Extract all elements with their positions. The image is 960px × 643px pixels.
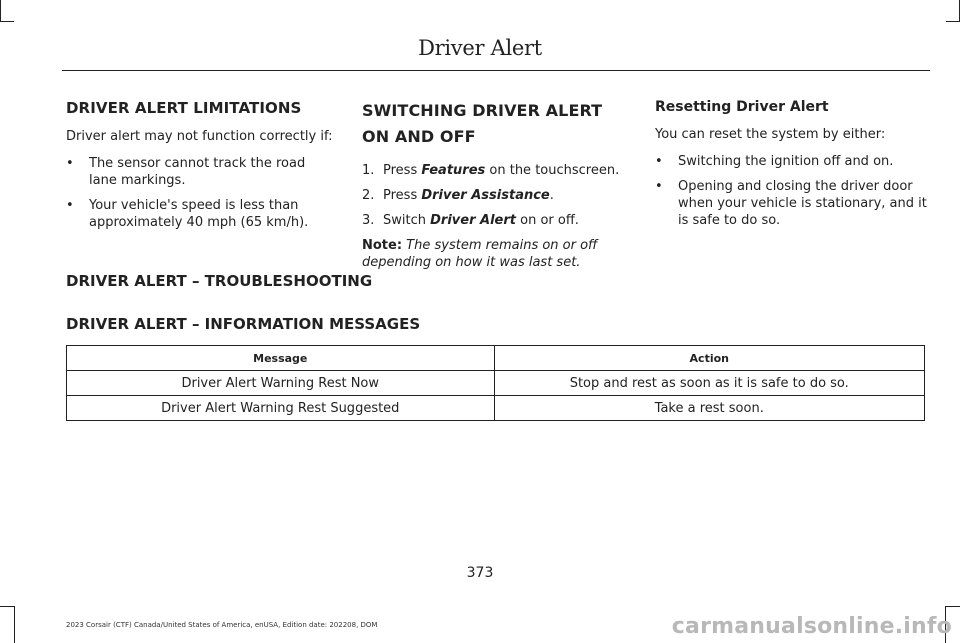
crop-mark-top-right-h bbox=[946, 21, 960, 22]
crop-mark-bottom-right-h bbox=[945, 606, 960, 607]
footer-edition-info: 2023 Corsair (CTF) Canada/United States of America, enUSA, Edition date: 202208, DOM bbox=[66, 621, 378, 629]
list-item: • The sensor cannot track the road lane markings. bbox=[66, 155, 336, 189]
troubleshooting-heading: DRIVER ALERT – TROUBLESHOOTING bbox=[66, 272, 373, 290]
page-title: Driver Alert bbox=[418, 36, 542, 60]
limitations-section bbox=[66, 98, 336, 239]
step-number: 2. bbox=[362, 188, 375, 203]
step-emphasis: Features bbox=[421, 163, 486, 178]
limitations-list bbox=[66, 155, 336, 231]
resetting-section bbox=[655, 98, 935, 237]
step-emphasis: Driver Alert bbox=[430, 213, 516, 228]
note-label: Note: bbox=[362, 238, 403, 253]
switching-section bbox=[362, 98, 624, 281]
step-number: 3. bbox=[362, 213, 375, 228]
header-divider bbox=[62, 70, 930, 71]
switching-steps bbox=[362, 162, 624, 229]
info-messages-table bbox=[66, 345, 925, 421]
crop-mark-top-left-h bbox=[0, 21, 14, 22]
crop-mark-bottom-left-h bbox=[0, 606, 14, 607]
switching-heading: SWITCHING DRIVER ALERT ON AND OFF bbox=[362, 101, 603, 146]
resetting-heading: Resetting Driver Alert bbox=[655, 99, 829, 115]
table-row bbox=[67, 396, 925, 421]
list-item: • Your vehicle's speed is less than approximately 40 mph (65 km/h). bbox=[66, 197, 336, 231]
step-emphasis: Driver Assistance bbox=[421, 188, 550, 203]
step-text: . bbox=[549, 188, 554, 203]
limitations-heading: DRIVER ALERT LIMITATIONS bbox=[66, 99, 302, 117]
page-number: 373 bbox=[466, 565, 494, 581]
step-text: Press bbox=[383, 163, 422, 178]
list-item bbox=[362, 212, 624, 229]
table-row bbox=[67, 371, 925, 396]
note-text: The system remains on or off depending on how it was last set. bbox=[362, 238, 598, 270]
step-number: 1. bbox=[362, 163, 375, 178]
list-item: • Opening and closing the driver door when your vehicle is stationary, and it is safe to do so. bbox=[655, 178, 935, 229]
resetting-list bbox=[655, 153, 935, 229]
crop-mark-bottom-left-v bbox=[14, 606, 15, 643]
list-item: • Switching the ignition off and on. bbox=[655, 153, 935, 170]
step-text: Press bbox=[383, 188, 422, 203]
limitations-intro: Driver alert may not function correctly if: bbox=[66, 129, 333, 144]
resetting-intro: You can reset the system by either: bbox=[655, 127, 886, 142]
table-cell-message: Driver Alert Warning Rest Now bbox=[67, 371, 495, 396]
table-cell-message: Driver Alert Warning Rest Suggested bbox=[67, 396, 495, 421]
note bbox=[362, 237, 624, 271]
table-cell-action: Stop and rest as soon as it is safe to do so. bbox=[494, 371, 924, 396]
step-text: Switch bbox=[383, 213, 431, 228]
column-header-action: Action bbox=[494, 346, 924, 371]
list-item bbox=[362, 187, 624, 204]
watermark-link[interactable]: carmanualsonline.info bbox=[671, 614, 952, 639]
column-header-message: Message bbox=[67, 346, 495, 371]
info-messages-heading: DRIVER ALERT – INFORMATION MESSAGES bbox=[66, 315, 421, 333]
step-text: on or off. bbox=[515, 213, 579, 228]
list-item bbox=[362, 162, 624, 179]
crop-mark-top-left-v bbox=[0, 0, 1, 22]
step-text: on the touchscreen. bbox=[485, 163, 620, 178]
table-header-row bbox=[67, 346, 925, 371]
table-cell-action: Take a rest soon. bbox=[494, 396, 924, 421]
